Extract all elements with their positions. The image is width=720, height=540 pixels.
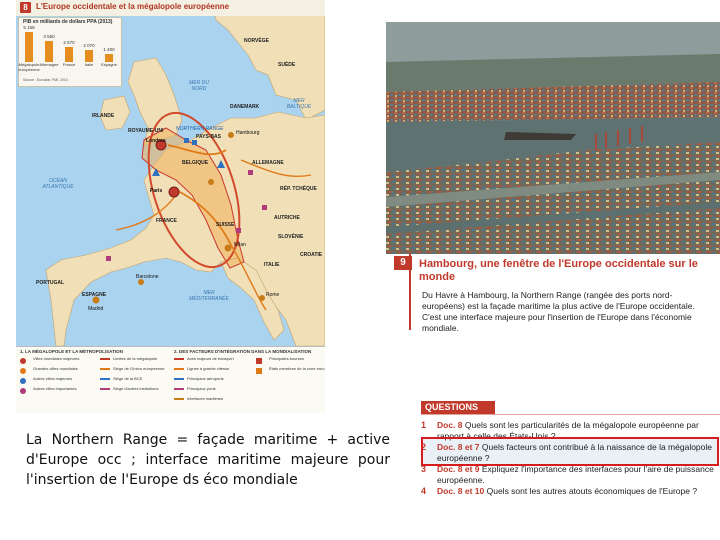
port-marker: [192, 140, 197, 145]
pib-chart: [18, 17, 122, 87]
label-espagne: ESPAGNE: [82, 292, 107, 298]
pib-bar-label: Espagne: [101, 62, 117, 67]
legend-item-label: États membres de la zone euro: [269, 366, 325, 371]
pib-bar: [105, 54, 113, 62]
legend-item-label: Limites de la mégalopole: [113, 356, 158, 361]
pib-bar: [45, 41, 53, 62]
legend-swatch: [100, 358, 110, 360]
legend-item-label: Villes mondiales majeures: [33, 356, 80, 361]
pib-bar-value: 1 400: [103, 47, 115, 52]
legend-item-label: Lignes à grande vitesse: [187, 366, 230, 371]
port-photo-graphic: [386, 22, 720, 254]
legend-swatch: [174, 368, 184, 370]
label-pays-bas: PAYS-BAS: [196, 134, 222, 140]
label-mer-du-nord: MER DU NORD: [189, 80, 209, 92]
question-number: 2: [421, 442, 427, 452]
city-marker-hambourg: [228, 132, 234, 138]
label-danemark: DANEMARK: [230, 104, 260, 110]
question-doc-ref: Doc. 8: [437, 420, 465, 430]
label-portugal: PORTUGAL: [36, 280, 65, 286]
legend-swatch: [100, 368, 110, 370]
label-autriche: AUTRICHE: [274, 215, 300, 221]
label-croatie: CROATIE: [300, 252, 323, 258]
question-item: [421, 464, 720, 486]
euro-member-marker: [236, 228, 241, 233]
label-ocean-atlantique: OCÉAN ATLANTIQUE: [42, 178, 74, 190]
label-hambourg: Hambourg: [236, 130, 260, 136]
map-legend: [16, 346, 325, 413]
legend-item-label: Axes majeurs de transport: [187, 356, 234, 361]
pib-chart-source: Source : Eurostat, FMI, 2014: [23, 78, 68, 82]
label-allemagne: ALLEMAGNE: [252, 160, 284, 166]
question-doc-ref: Doc. 8 et 7: [437, 442, 482, 452]
pib-bar-label: Mégalopole européenne: [18, 62, 40, 72]
pib-bar: [65, 47, 73, 62]
city-marker-milan: [225, 245, 232, 252]
pib-bar-value: 2 570: [63, 40, 75, 45]
caption-title: Hambourg, une fenêtre de l'Europe occidentale sur le monde: [419, 258, 698, 283]
city-marker-rome: [259, 295, 265, 301]
label-slovenie: SLOVÉNIE: [278, 234, 304, 240]
euro-member-marker: [262, 205, 267, 210]
pib-bar: [25, 32, 33, 62]
legend-swatch: [20, 368, 26, 374]
pib-bar-value: 3 550: [43, 34, 55, 39]
label-suisse: SUISSE: [216, 222, 235, 228]
question-doc-ref: Doc. 8 et 9: [437, 464, 482, 474]
legend-swatch: [100, 388, 110, 390]
label-rome: Rome: [266, 292, 280, 298]
port-marker: [184, 138, 189, 143]
label-belgique: BELGIQUE: [182, 160, 209, 166]
city-marker-frankfurt: [208, 179, 214, 185]
question-doc-ref: Doc. 8 et 10: [437, 486, 487, 496]
label-paris: Paris: [150, 188, 163, 194]
label-royaume-uni: ROYAUME-UNI: [128, 128, 164, 134]
label-barcelone: Barcelone: [136, 274, 159, 280]
legend-item-label: Siège de la BCE: [113, 376, 143, 381]
legend-swatch: [20, 358, 26, 364]
question-body: Quels sont les autres atouts économiques de l'Europe ?: [486, 486, 698, 496]
label-norvege: NORVÈGE: [244, 38, 269, 44]
question-body: Quels facteurs ont contribué à la naissance de la mégalopole européenne ?: [437, 442, 713, 463]
question-body: Quels sont les particularités de la mégalopole européenne par rapport à celle des États-Unis ?: [437, 420, 699, 441]
label-northern-range: NORTHERN RANGE: [176, 126, 224, 132]
question-number: 3: [421, 464, 427, 474]
euro-member-marker: [248, 170, 253, 175]
legend-item-label: Autres villes majeures: [33, 376, 73, 381]
label-madrid: Madrid: [88, 306, 104, 312]
legend-swatch: [256, 358, 262, 364]
label-france: FRANCE: [156, 218, 177, 224]
legend-swatch: [20, 388, 26, 394]
legend-item-label: Interfaces maritimes: [187, 396, 224, 401]
doc-number-badge: 8: [20, 2, 31, 13]
legend-item-label: Autres villes importantes: [33, 386, 77, 391]
pib-bar-label: France: [62, 62, 76, 67]
question-text: [437, 486, 720, 497]
questions-heading: QUESTIONS: [421, 401, 495, 414]
pib-chart-title: PIB en milliards de dollars PPA (2013): [23, 19, 113, 25]
legend-swatch: [20, 378, 26, 384]
legend-swatch: [174, 398, 184, 400]
map-title-bar: [16, 0, 325, 16]
label-milan: Milan: [234, 242, 246, 248]
label-londres: Londres: [146, 138, 166, 144]
pib-bar-value: 5 158: [23, 25, 35, 30]
main-note: La Northern Range = façade maritime + active d'Europe occ ; interface maritime majeure pour l'insertion de l'Europe ds éco mondiale: [26, 432, 390, 488]
pib-bar: [85, 50, 93, 62]
legend-item-label: Principaux aéroports: [187, 376, 224, 381]
label-irlande: IRLANDE: [92, 113, 115, 119]
question-text: [437, 464, 720, 485]
pib-bar-value: 2 070: [83, 43, 95, 48]
label-suede: SUÈDE: [278, 62, 296, 68]
label-mer-baltique: MER BALTIQUE: [286, 98, 312, 110]
doc-number-badge-9: 9: [394, 256, 412, 270]
legend-item-label: Siège d'autres institutions: [113, 386, 159, 391]
hamburg-port-photo: [386, 22, 720, 254]
legend-swatch: [100, 378, 110, 380]
legend-swatch: [174, 378, 184, 380]
legend-item-label: Siège de l'Union européenne: [113, 366, 165, 371]
label-italie: ITALIE: [264, 262, 280, 268]
question-number: 1: [421, 420, 427, 430]
question-body: Expliquez l'importance des interfaces pour l'aire de puissance européenne.: [437, 464, 714, 485]
label-rep-tcheque: RÉP. TCHÈQUE: [280, 186, 317, 192]
city-marker-paris: [169, 187, 179, 197]
legend-item-label: Principales bourses: [269, 356, 304, 361]
legend-item-label: Grandes villes mondiales: [33, 366, 78, 371]
legend-swatch: [174, 358, 184, 360]
legend-swatch: [174, 388, 184, 390]
legend-item-label: Principaux ports: [187, 386, 216, 391]
label-mer-mediterranee: MER MÉDITERRANÉE: [189, 290, 229, 302]
question-item: [421, 486, 720, 508]
question-highlight-box: [421, 437, 719, 466]
legend-swatch: [256, 368, 262, 374]
pib-bar-label: Allemagne: [39, 62, 59, 67]
question-number: 4: [421, 486, 427, 496]
caption-body: Du Havre à Hambourg, la Northern Range (rangée des ports nord-européens) est la façade maritime la plus active de l'Europe occidentale. C'est une interface majeure pour l'insertion de l'Europe dans l'économie mondiale.: [422, 290, 695, 333]
legend-title-2: 2. DES FACTEURS D'INTÉGRATION DANS LA MONDIALISATION: [174, 349, 312, 354]
map-title: L'Europe occidentale et la mégalopole européenne: [36, 2, 230, 11]
questions-rule: [421, 414, 720, 415]
euro-member-marker: [106, 256, 111, 261]
legend-title-1: 1. LA MÉGALOPOLE ET LA MÉTROPOLISATION: [20, 349, 123, 354]
pib-bar-label: Italie: [84, 62, 94, 67]
